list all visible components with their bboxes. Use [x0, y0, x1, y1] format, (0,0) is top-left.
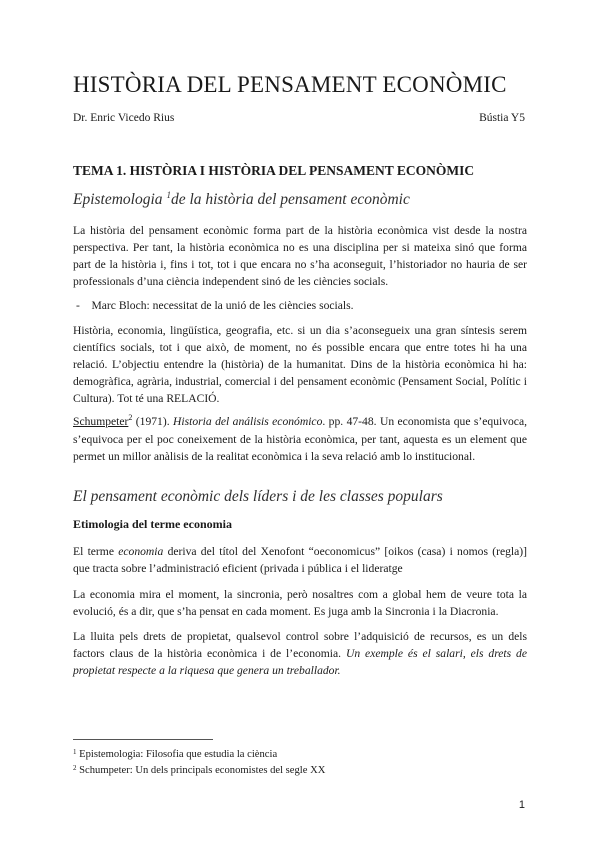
bullet-text: Marc Bloch: necessitat de la unió de les ciències socials. — [91, 299, 354, 312]
paragraph-4-part-b: deriva del títol del Xenofont “oeconomicus” [oikos (casa) i nomos (regla)] que tracta sobre l’administració eficient (privada i pública i el lideratge — [73, 545, 527, 575]
paragraph-3-rest: . pp. 47-48. Un economista que s’equivoca, s’equivoca per el poc coneixement de la història econòmica, per tant, aquesta es un element que permet un millor anàlisis de la realitat econòmica i la seva relació amb lo institucional. — [73, 415, 527, 463]
footnote-2 — [73, 763, 325, 779]
footnote-text-2: Schumpeter: Un dels principals economistes del segle XX — [76, 765, 326, 776]
paragraph-5: La economia mira el moment, la sincronia, però nosaltres com a global hem de veure tota la evolució, és a dir, que s’ha pensat en cada moment. Es juga amb la Sincronia i la Diacronia. — [73, 588, 527, 618]
footnote-mark-2: 2 — [73, 764, 77, 772]
footnote-mark-1: 1 — [73, 748, 77, 756]
footnote-text-1: Epistemologia: Filosofia que estudia la ciència — [76, 749, 278, 760]
paragraph-6-example: Un exemple és el salari, els drets de propietat respecte a la riquesa que genera un treballador. — [73, 647, 527, 677]
author-name: Dr. Enric Vicedo Rius — [73, 112, 175, 124]
document-title: HISTÒRIA DEL PENSAMENT ECONÒMIC — [73, 72, 507, 97]
tema-heading: TEMA 1. HISTÒRIA I HISTÒRIA DEL PENSAMENT ECONÒMIC — [73, 163, 475, 178]
paragraph-6 — [73, 628, 527, 679]
footnote-ref-2[interactable]: 2 — [128, 413, 133, 422]
paragraph-1: La història del pensament econòmic forma part de la història econòmica vist desde la nostra perspectiva. Per tant, la història econòmica no es una disciplina per si mateixa sinó que forma part de la història i, fins i tot, tot i que encara no s’ha aconseguit, l’historiador no hauria de ser professionals d’una ciència independent sinó de les ciències socials. — [73, 224, 527, 288]
term-economia: economia — [118, 545, 164, 558]
section-title-part-a: Epistemologia — [73, 191, 167, 208]
footnote-ref-1[interactable]: 1 — [166, 190, 171, 200]
paragraph-4 — [73, 543, 527, 577]
office-box: Bústia Y5 — [479, 112, 525, 124]
section-title-part-b: de la història del pensament econòmic — [170, 191, 410, 208]
footnote-divider — [73, 739, 213, 740]
paragraph-4-part-a: El terme — [73, 545, 119, 558]
section-heading-lideres: El pensament econòmic dels líders i de les classes populars — [73, 488, 443, 505]
paragraph-3 — [73, 413, 527, 465]
schumpeter-link[interactable]: Schumpeter — [73, 415, 129, 428]
paragraph-2: Història, economia, lingüística, geografia, etc. si un dia s’aconsegueix una gran síntesis serem científics socials, tot i que això, de moment, no és possible encara que entre totes hi ha una relació. L’objectiu entendre la (història) de la humanitat. Dins de la història econòmica hi ha: demogràfica, agrària, industrial, comercial i del pensament econòmic (Pensament Social, Polític i Cultura). Tot té una RELACIÓ. — [73, 324, 527, 405]
paragraph-6-part-a: La lluita pels drets de propietat, qualsevol control sobre l’adquisició de recursos, es un dels factors claus de la història econòmica i de l’economia. — [73, 630, 527, 660]
page-number: 1 — [518, 799, 525, 811]
subheading-etimologia: Etimologia del terme economia — [73, 517, 232, 531]
citation-year: (1971). — [132, 415, 174, 428]
bullet-item — [76, 297, 526, 314]
bullet-dash: - — [76, 299, 80, 312]
book-title: Historia del análisis económico — [173, 415, 323, 428]
footnote-1 — [73, 747, 277, 763]
section-heading-epistemologia — [73, 191, 410, 209]
